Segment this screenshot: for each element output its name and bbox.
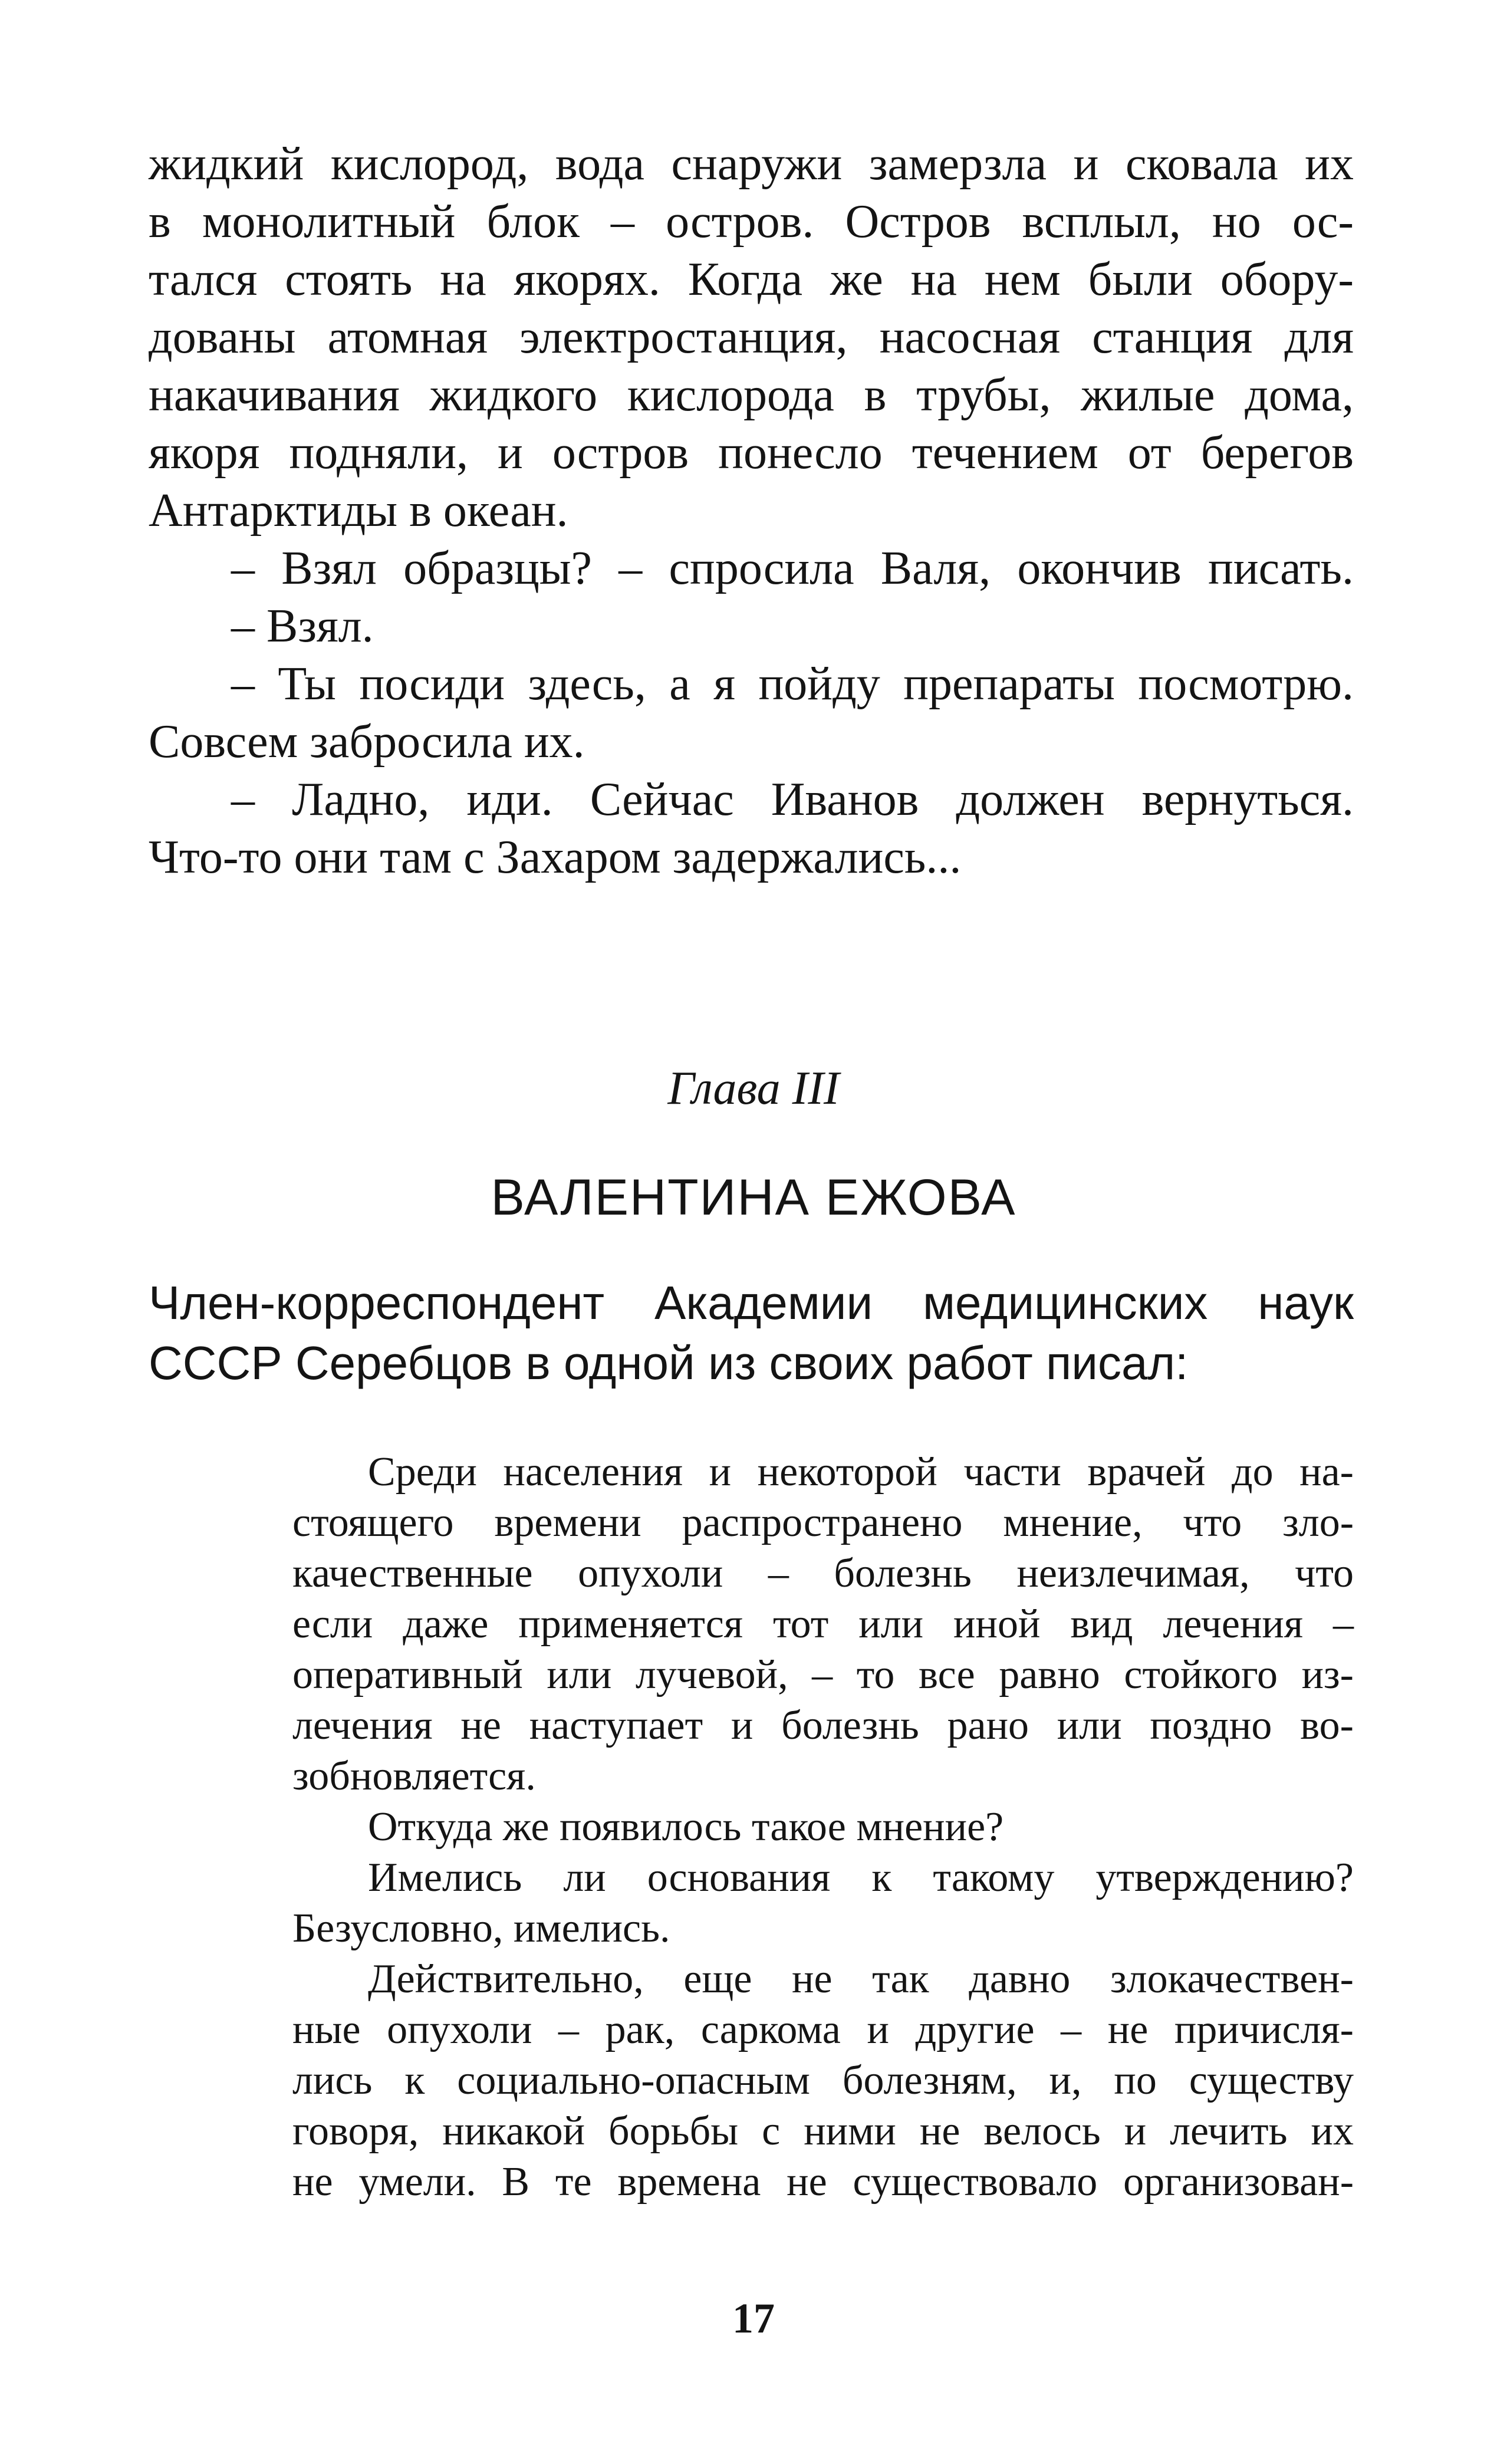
intro-line: СССР Серебцов в одной из своих работ писал: xyxy=(149,1337,1189,1389)
quote-line: оперативный или лучевой, – то все равно стойкого из- xyxy=(292,1652,1354,1698)
quote-line: не умели. В те времена не существовало организован- xyxy=(292,2159,1354,2205)
quote-line: Откуда же появилось такое мнение? xyxy=(368,1804,1004,1850)
text-line: жидкий кислород, вода снаружи замерзла и сковала их xyxy=(149,138,1354,190)
quote-line: зобновляется. xyxy=(292,1754,536,1799)
text-line: накачивания жидкого кислорода в трубы, жилые дома, xyxy=(149,369,1354,421)
chapter-label: Глава III xyxy=(667,1062,840,1114)
quote-line: Безусловно, имелись. xyxy=(292,1906,670,1951)
quote-line: если даже применяется тот или иной вид лечения – xyxy=(292,1601,1354,1647)
quote-line: говоря, никакой борьбы с ними не велось и лечить их xyxy=(292,2108,1354,2154)
text-line: дованы атомная электростанция, насосная станция для xyxy=(149,311,1354,363)
text-line: якоря подняли, и остров понесло течением от берегов xyxy=(149,427,1354,479)
page-number: 17 xyxy=(732,2295,775,2342)
dialogue-line: – Взял. xyxy=(231,600,374,652)
quote-line: Имелись ли основания к такому утверждению? xyxy=(368,1855,1354,1900)
quote-line: лись к социально-опасным болезням, и, по существу xyxy=(292,2058,1354,2103)
quote-line: ные опухоли – рак, саркома и другие – не причисля- xyxy=(292,2007,1354,2052)
dialogue-line: – Взял образцы? – спросила Валя, окончив писать. xyxy=(231,542,1354,594)
quote-line: стоящего времени распространено мнение, что зло- xyxy=(292,1500,1354,1545)
quote-line: лечения не наступает и болезнь рано или поздно во- xyxy=(292,1703,1354,1748)
text-line: тался стоять на якорях. Когда же на нем были обору- xyxy=(149,254,1354,305)
quote-line: Действительно, еще не так давно злокачествен- xyxy=(368,1956,1354,2002)
text-line: Что-то они там с Захаром задержались... xyxy=(149,831,962,883)
text-line: в монолитный блок – остров. Остров всплыл, но ос- xyxy=(149,196,1354,248)
chapter-title: ВАЛЕНТИНА ЕЖОВА xyxy=(491,1169,1016,1226)
quote-line: качественные опухоли – болезнь неизлечимая, что xyxy=(292,1551,1354,1596)
intro-line: Член-корреспондент Академии медицинских наук xyxy=(149,1277,1354,1329)
text-line: Совсем забросила их. xyxy=(149,716,585,768)
quote-line: Среди населения и некоторой части врачей до на- xyxy=(368,1449,1354,1495)
dialogue-line: – Ладно, иди. Сейчас Иванов должен вернуться. xyxy=(231,774,1354,825)
dialogue-line: – Ты посиди здесь, а я пойду препараты посмотрю. xyxy=(231,658,1354,710)
text-line: Антарктиды в океан. xyxy=(149,485,568,537)
